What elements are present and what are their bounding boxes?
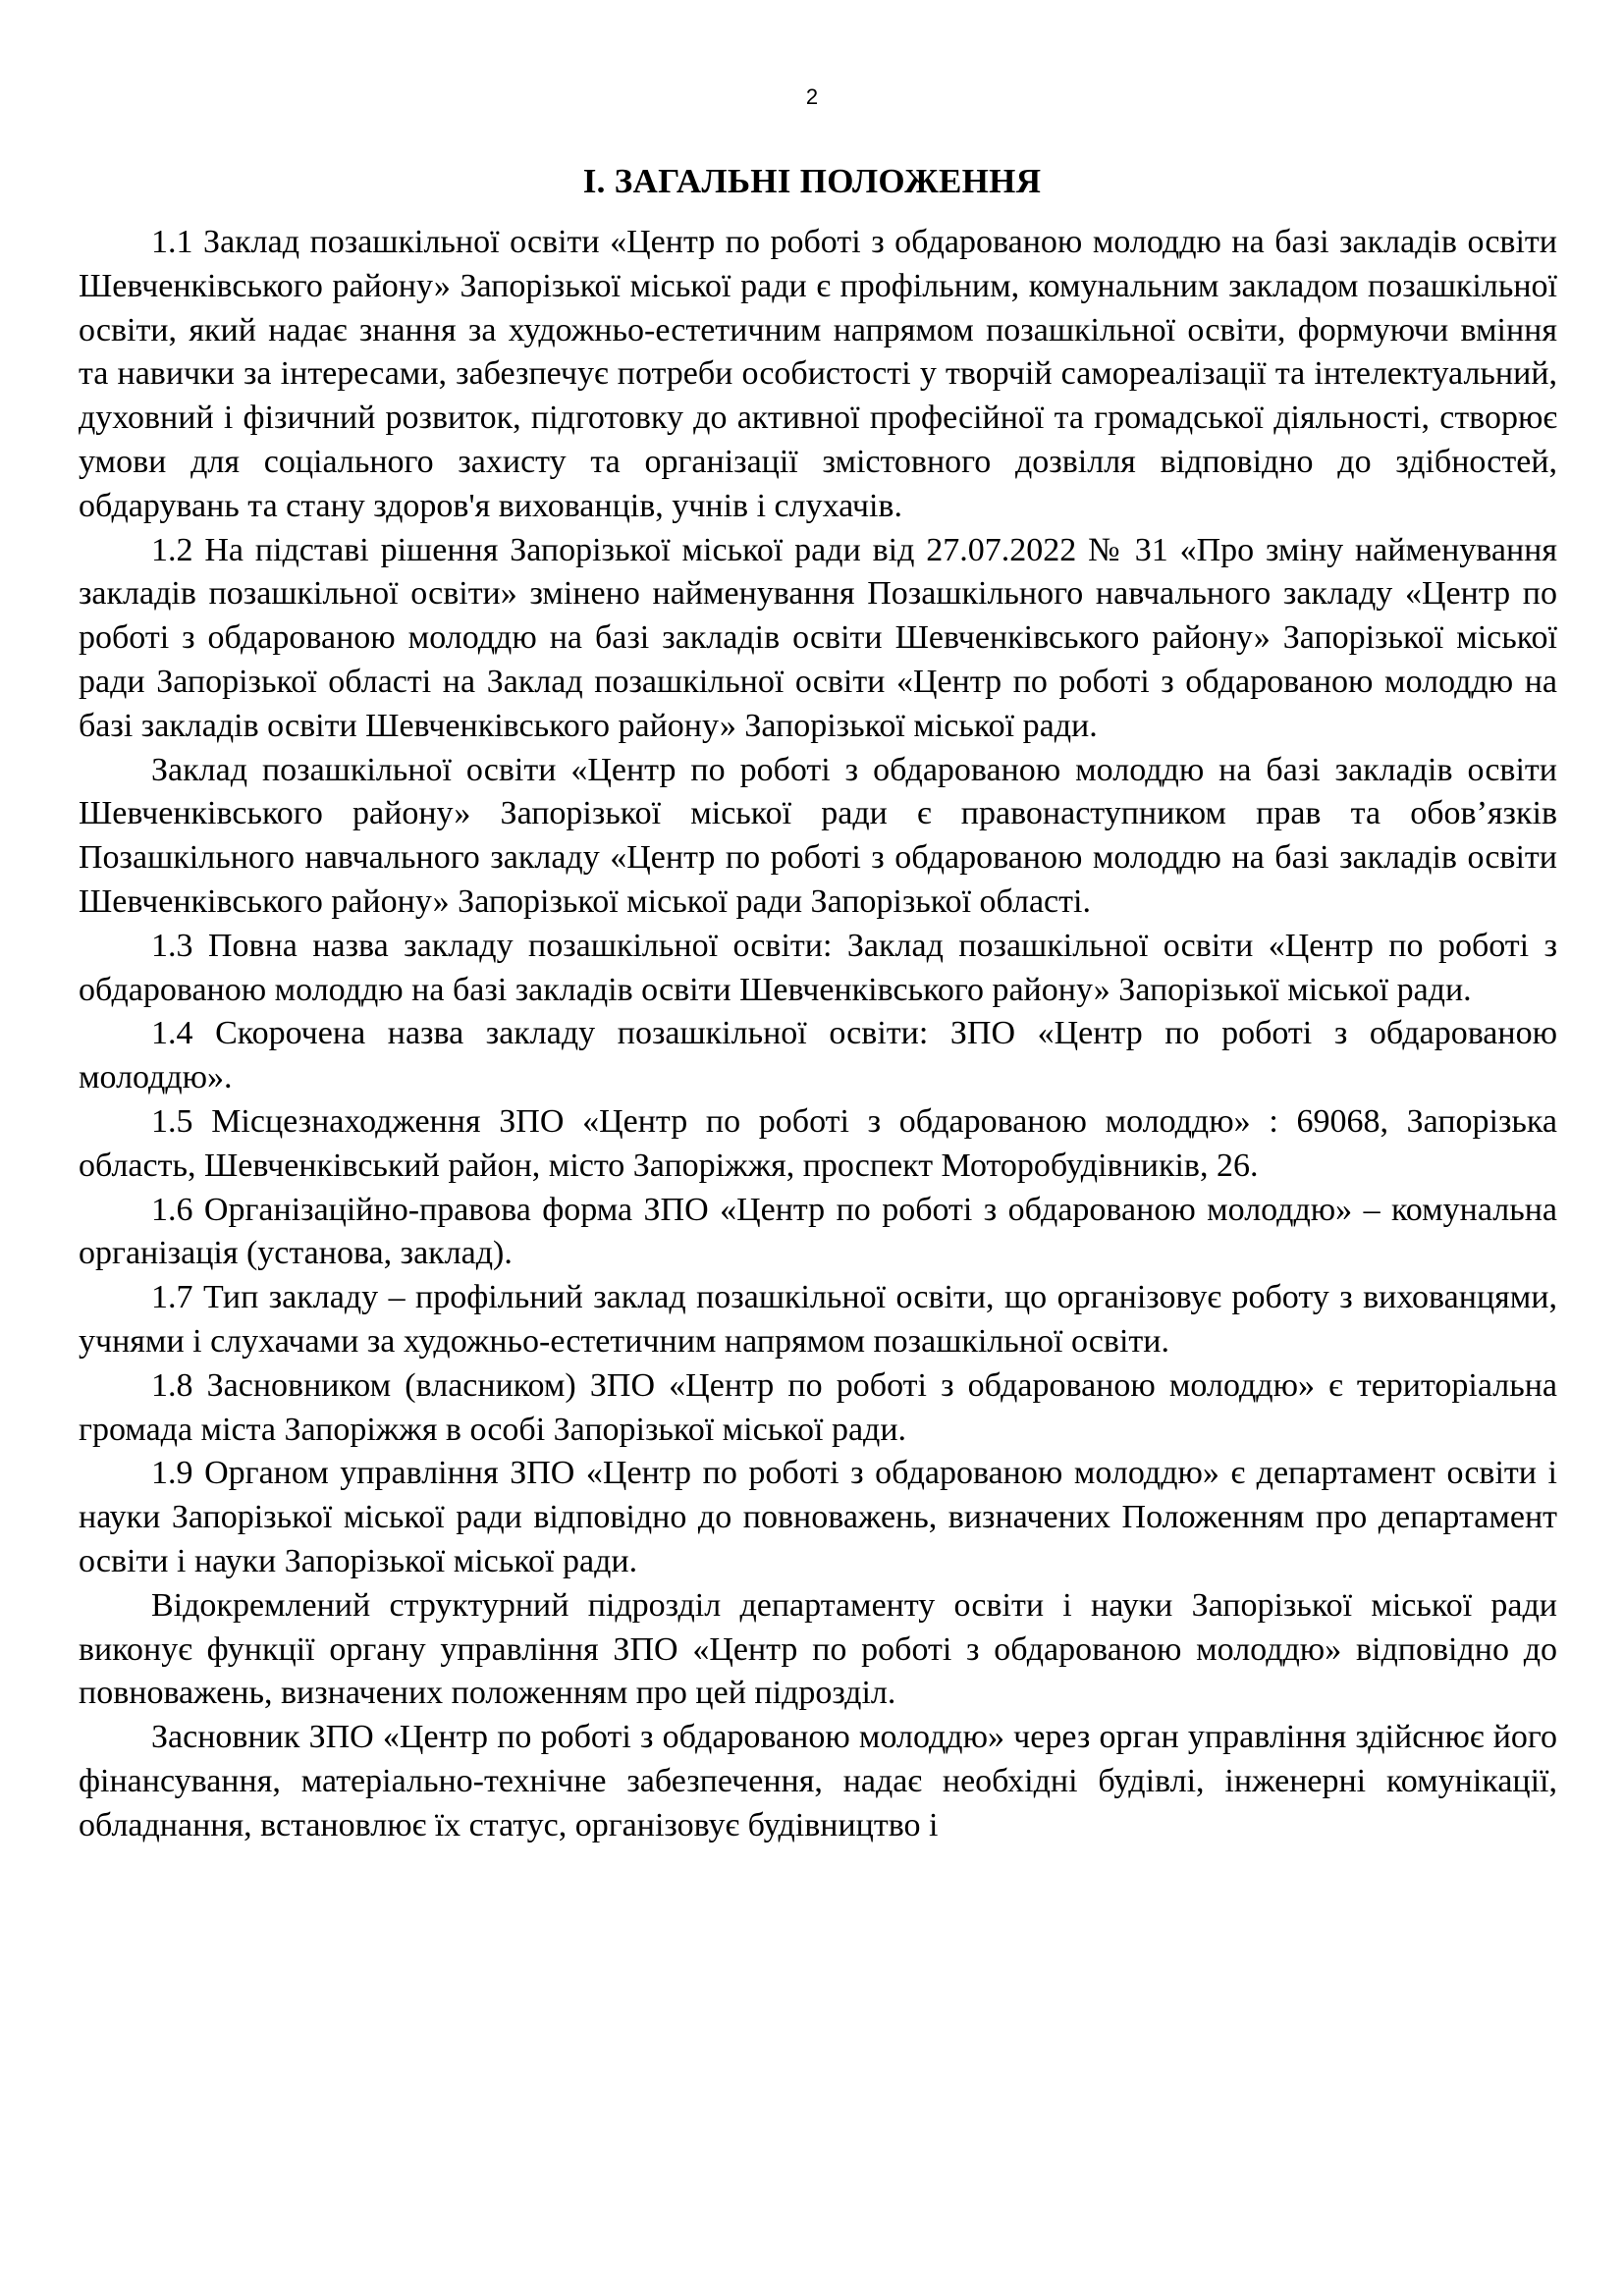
section-title: І. ЗАГАЛЬНІ ПОЛОЖЕННЯ — [582, 162, 1042, 200]
paragraph-1-3: 1.3 Повна назва закладу позашкільної освіти: Заклад позашкільної освіти «Центр по роботі з обдарованою молоддю на базі закладів освіти Шевченківського району» Запорізької міської ради. — [79, 927, 1557, 1008]
paragraph-1-9-subdivision: Відокремлений структурний підрозділ департаменту освіти і науки Запорізької міської ради виконує функції органу управління ЗПО «Центр по роботі з обдарованою молоддю» відповідно до повноважень, визначених положенням про цей підрозділ. — [79, 1586, 1557, 1712]
paragraph-1-9-founder: Засновник ЗПО «Центр по роботі з обдарованою молоддю» через орган управління здійснює його фінансування, матеріально-технічне забезпечення, надає необхідні будівлі, інженерні комунікації, обладнання, встановлює їх статус, організовує будівництво і — [79, 1719, 1557, 1843]
paragraph-1-6: 1.6 Організаційно-правова форма ЗПО «Центр по роботі з обдарованою молоддю» – комунальна організація (установа, заклад). — [79, 1191, 1557, 1272]
paragraph-1-9: 1.9 Органом управління ЗПО «Центр по роботі з обдарованою молоддю» є департамент освіти і науки Запорізької міської ради відповідно до повноважень, визначених Положенням про департамент освіти і науки Запорізької міської ради. — [79, 1455, 1557, 1579]
paragraph-1-5: 1.5 Місцезнаходження ЗПО «Центр по роботі з обдарованою молоддю» : 69068, Запорізька область, Шевченківський район, місто Запоріжжя, проспект Моторобудівників, 26. — [79, 1102, 1557, 1184]
paragraph-1-1: 1.1 Заклад позашкільної освіти «Центр по роботі з обдарованою молоддю на базі закладів освіти Шевченківського району» Запорізької міської ради є профільним, комунальним закладом позашкільної освіти, який надає знання за художньо-естетичним напрямом позашкільної освіти, формуючи вміння та навички за інтересами, забезпечує потреби особистості у творчій самореалізації та інтелектуальний, духовний і фізичний розвиток, підготовку до активної професійної та громадської діяльності, створює умови для соціального захисту та організації змістовного дозвілля відповідно до здібностей, обдарувань та стану здоров'я вихованців, учнів і слухачів. — [79, 224, 1557, 524]
paragraph-1-2-successor: Заклад позашкільної освіти «Центр по роботі з обдарованою молоддю на базі закладів освіти Шевченківського району» Запорізької міської ради є правонаступником прав та обов’язків Позашкільного навчального закладу «Центр по роботі з обдарованою молоддю на базі закладів освіти Шевченківського району» Запорізької міської ради Запорізької області. — [79, 751, 1557, 920]
document-body — [79, 221, 1557, 1847]
paragraph-1-8: 1.8 Засновником (власником) ЗПО «Центр по роботі з обдарованою молоддю» є територіальна громада міста Запоріжжя в особі Запорізької міської ради. — [79, 1366, 1557, 1448]
paragraph-1-4: 1.4 Скорочена назва закладу позашкільної освіти: ЗПО «Центр по роботі з обдарованою молоддю». — [79, 1015, 1557, 1096]
paragraph-1-2: 1.2 На підставі рішення Запорізької міської ради від 27.07.2022 № 31 «Про зміну найменування закладів позашкільної освіти» змінено найменування Позашкільного навчального закладу «Центр по роботі з обдарованою молоддю на базі закладів освіти Шевченківського району» Запорізької міської ради Запорізької області на Заклад позашкільної освіти «Центр по роботі з обдарованою молоддю на базі закладів освіти Шевченківського району» Запорізької міської ради. — [79, 531, 1557, 744]
page-number: 2 — [805, 84, 819, 109]
paragraph-1-7: 1.7 Тип закладу – профільний заклад позашкільної освіти, що організовує роботу з вихованцями, учнями і слухачами за художньо-естетичним напрямом позашкільної освіти. — [79, 1279, 1557, 1360]
